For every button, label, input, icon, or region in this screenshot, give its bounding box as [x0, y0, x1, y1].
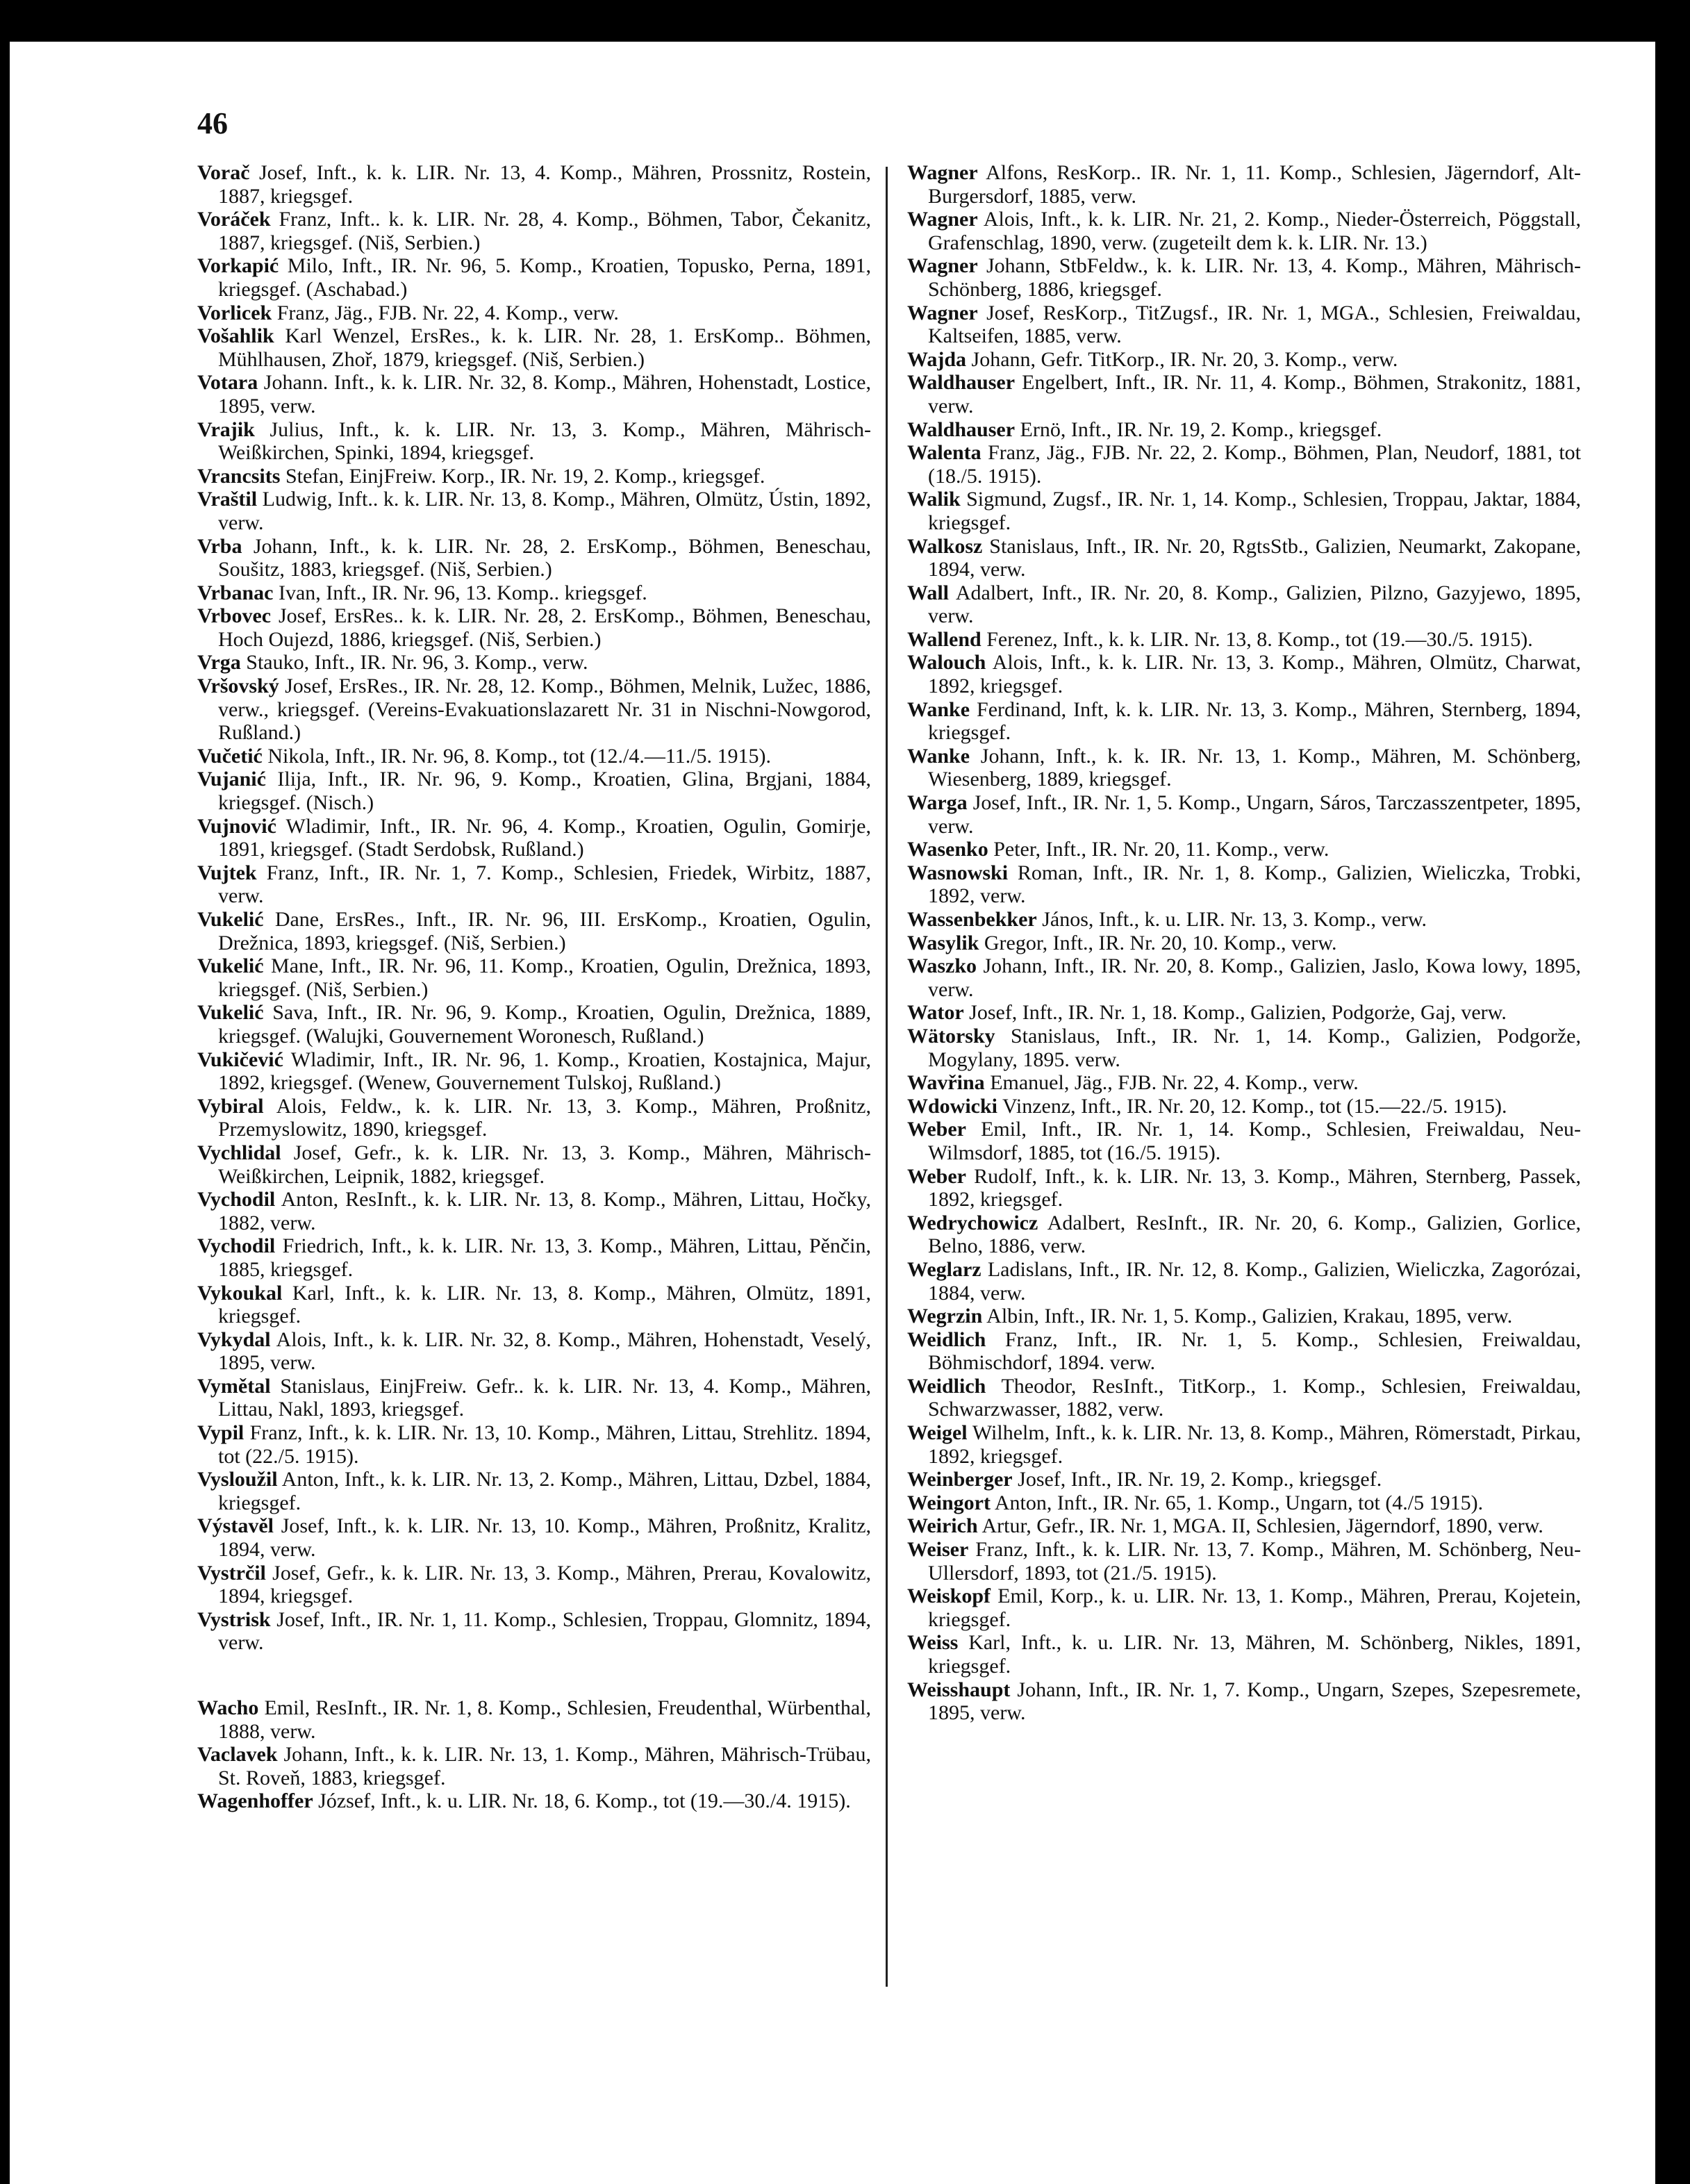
casualty-entry [197, 1375, 871, 1421]
entry-surname: Vrajik [197, 417, 255, 441]
entry-surname: Vybiral [197, 1094, 264, 1118]
entry-surname: Wagner [907, 301, 978, 324]
entry-surname: Wdowicki [907, 1094, 998, 1118]
casualty-entry [197, 768, 871, 814]
entry-details: Alfons, ResKorp.. IR. Nr. 1, 11. Komp., Schlesien, Jägerndorf, Alt-Burgersdorf, 1885, verw. [928, 161, 1581, 208]
entry-details: Artur, Gefr., IR. Nr. 1, MGA. II, Schlesien, Jägerndorf, 1890, verw. [981, 1514, 1543, 1538]
entry-details: Josef, Inft., k. k. LIR. Nr. 13, 4. Komp., Mähren, Prossnitz, Rostein, 1887, kriegsgef. [218, 161, 871, 208]
casualty-entry [197, 1696, 871, 1743]
entry-details: Sava, Inft., IR. Nr. 96, 9. Komp., Kroatien, Ogulin, Drežnica, 1889, kriegsgef. (Walujki, Gouvernement Woronesch, Rußland.) [218, 1001, 872, 1048]
entry-surname: Waldhauser [907, 417, 1016, 441]
casualty-entry [907, 441, 1581, 488]
entry-surname: Vujanić [197, 768, 266, 791]
casualty-entry [197, 861, 871, 908]
casualty-entry [907, 1375, 1581, 1421]
entry-surname: Voráček [197, 208, 271, 231]
casualty-entry [197, 488, 871, 534]
entry-details: Mane, Inft., IR. Nr. 96, 11. Komp., Kroatien, Ogulin, Drežnica, 1893, kriegsgef. (Niš, Serbien.) [218, 954, 872, 1001]
entry-details: Gregor, Inft., IR. Nr. 20, 10. Komp., verw. [984, 931, 1337, 954]
entry-details: Josef, ResKorp., TitZugsf., IR. Nr. 1, MGA., Schlesien, Freiwaldau, Kaltseifen, 1885, verw. [928, 301, 1582, 348]
entry-surname: Weinberger [907, 1468, 1013, 1491]
entry-surname: Wedrychowicz [907, 1211, 1038, 1234]
entry-details: Josef, ErsRes.. k. k. LIR. Nr. 28, 2. ErsKomp., Böhmen, Beneschau, Hoch Oujezd, 1886, kriegsgef. (Niš, Serbien.) [218, 604, 872, 651]
entry-details: Ernö, Inft., IR. Nr. 19, 2. Komp., kriegsgef. [1020, 417, 1382, 441]
entry-details: Johann, Inft., IR. Nr. 1, 7. Komp., Ungarn, Szepes, Szepesremete, 1895, verw. [928, 1678, 1581, 1725]
entry-surname: Weingort [907, 1491, 991, 1514]
entry-surname: Wavřina [907, 1071, 985, 1095]
casualty-entry [197, 1421, 871, 1468]
entry-details: Franz, Inft., k. k. LIR. Nr. 13, 10. Komp., Mähren, Littau, Strehlitz. 1894, tot (22./5. 1915). [218, 1421, 872, 1468]
entry-surname: Weidlich [907, 1327, 986, 1351]
entry-surname: Wajda [907, 347, 967, 371]
entry-details: János, Inft., k. u. LIR. Nr. 13, 3. Komp., verw. [1042, 908, 1427, 931]
entry-details: Josef, Inft., IR. Nr. 1, 18. Komp., Galizien, Podgorże, Gaj, verw. [969, 1001, 1507, 1025]
casualty-entry [197, 1608, 871, 1655]
entry-surname: Vychodil [197, 1188, 276, 1211]
casualty-entry [907, 1001, 1581, 1025]
casualty-entry [197, 604, 871, 651]
entry-surname: Vystrisk [197, 1607, 271, 1631]
entry-surname: Wacho [197, 1696, 259, 1719]
entry-details: Dane, ErsRes., Inft., IR. Nr. 96, III. ErsKomp., Kroatien, Ogulin, Drežnica, 1893, kriegsgef. (Niš, Serbien.) [218, 908, 872, 954]
entry-surname: Wegrzin [907, 1305, 983, 1328]
entry-details: Rudolf, Inft., k. k. LIR. Nr. 13, 3. Komp., Mähren, Sternberg, Passek, 1892, kriegsgef. [928, 1164, 1582, 1211]
casualty-entry [197, 675, 871, 745]
entry-details: Johann, Inft., IR. Nr. 20, 8. Komp., Galizien, Jaslo, Kowa lowy, 1895, verw. [928, 954, 1581, 1001]
casualty-entry [197, 324, 871, 371]
entry-details: Johann, Inft., k. k. LIR. Nr. 13, 1. Komp., Mähren, Mährisch-Trübau, St. Roveň, 1883, kriegsgef. [218, 1743, 871, 1789]
casualty-entry [197, 1468, 871, 1514]
entry-details: Stauko, Inft., IR. Nr. 96, 3. Komp., verw. [246, 651, 588, 675]
casualty-entry [907, 1305, 1581, 1328]
entry-surname: Vypil [197, 1421, 245, 1445]
entry-details: Josef, Inft., IR. Nr. 1, 5. Komp., Ungarn, Sáros, Tarczasszentpeter, 1895, verw. [928, 791, 1582, 838]
entry-details: Josef, Inft., IR. Nr. 19, 2. Komp., kriegsgef. [1018, 1468, 1382, 1491]
casualty-entry [197, 581, 871, 605]
entry-surname: Výstavěl [197, 1514, 274, 1538]
entry-surname: Wassenbekker [907, 908, 1037, 931]
entry-surname: Vujnović [197, 814, 276, 838]
entry-surname: Vychlidal [197, 1141, 281, 1164]
casualty-entry [907, 1585, 1581, 1631]
entry-surname: Weiser [907, 1538, 969, 1562]
entry-surname: Wätorsky [907, 1024, 995, 1048]
casualty-entry [907, 1025, 1581, 1071]
entry-details: Roman, Inft., IR. Nr. 1, 8. Komp., Galizien, Wieliczka, Trobki, 1892, verw. [928, 861, 1581, 908]
entry-details: Anton, ResInft., k. k. LIR. Nr. 13, 8. Komp., Mähren, Littau, Hočky, 1882, verw. [218, 1188, 871, 1234]
entry-details: Franz, Inft., IR. Nr. 1, 5. Komp., Schlesien, Freiwaldau, Böhmischdorf, 1894. verw. [928, 1327, 1581, 1375]
entry-surname: Weisshaupt [907, 1678, 1011, 1701]
casualty-entry [197, 1001, 871, 1048]
casualty-entry [907, 932, 1581, 955]
entry-details: Johann, StbFeldw., k. k. LIR. Nr. 13, 4. Komp., Mähren, Mährisch-Schönberg, 1886, kriegsgef. [928, 254, 1582, 301]
casualty-entry [907, 161, 1581, 208]
entry-surname: Vorkapić [197, 254, 279, 278]
entry-details: Johann. Inft., k. k. LIR. Nr. 32, 8. Komp., Mähren, Hohenstadt, Lostice, 1895, verw. [218, 371, 871, 417]
entry-details: Wladimir, Inft., IR. Nr. 96, 1. Komp., Kroatien, Kostajnica, Majur, 1892, kriegsgef. (Wenew, Gouvernement Tulskoj, Rußland.) [218, 1048, 872, 1095]
casualty-entry [907, 208, 1581, 254]
casualty-entry [197, 465, 871, 488]
entry-surname: Vošahlik [197, 324, 274, 348]
entry-details: Adalbert, Inft., IR. Nr. 20, 8. Komp., Galizien, Pilzno, Gazyjewo, 1895, verw. [928, 581, 1581, 628]
entry-details: Franz, Jäg., FJB. Nr. 22, 4. Komp., verw. [276, 301, 619, 324]
casualty-entry [197, 535, 871, 581]
entry-surname: Wagner [907, 254, 978, 278]
casualty-entry [907, 1118, 1581, 1164]
casualty-entry [907, 791, 1581, 838]
page-number: 46 [197, 106, 228, 140]
casualty-entry [197, 1048, 871, 1095]
entry-details: Alois, Inft., k. k. LIR. Nr. 21, 2. Komp., Nieder-Österreich, Pöggstall, Grafenschlag, 1890, verw. (zugeteilt dem k. k. LIR. Nr. 13.) [928, 208, 1581, 254]
casualty-entry [197, 1562, 871, 1608]
casualty-entry [907, 628, 1581, 652]
entry-surname: Votara [197, 371, 258, 395]
section-gap [197, 1655, 871, 1696]
entry-surname: Weber [907, 1164, 966, 1188]
casualty-entry [907, 1165, 1581, 1211]
casualty-entry [907, 418, 1581, 442]
scan-border-top [0, 0, 1690, 42]
casualty-entry [197, 1789, 871, 1813]
entry-surname: Weber [907, 1118, 966, 1141]
casualty-entry [907, 745, 1581, 791]
entry-surname: Vršovský [197, 675, 279, 698]
column-divider [886, 167, 888, 1987]
casualty-entry [907, 1258, 1581, 1305]
entry-details: Franz, Inft.. k. k. LIR. Nr. 28, 4. Komp., Böhmen, Tabor, Čekanitz, 1887, kriegsgef. (Niš, Serbien.) [218, 208, 871, 254]
entry-surname: Vrba [197, 534, 242, 558]
entry-details: Johann, Inft., k. k. IR. Nr. 13, 1. Komp., Mähren, M. Schönberg, Wiesenberg, 1889, kriegsgef. [928, 744, 1581, 791]
entry-surname: Weiskopf [907, 1585, 991, 1608]
casualty-entry [907, 348, 1581, 372]
entry-details: József, Inft., k. u. LIR. Nr. 18, 6. Komp., tot (19.—30./4. 1915). [318, 1789, 851, 1813]
entry-surname: Weidlich [907, 1374, 986, 1398]
entry-surname: Vychodil [197, 1234, 276, 1258]
entry-details: Julius, Inft., k. k. LIR. Nr. 13, 3. Komp., Mähren, Mährisch-Weißkirchen, Spinki, 1894, kriegsgef. [218, 417, 871, 465]
casualty-entry [907, 1071, 1581, 1095]
entry-surname: Vukelić [197, 954, 264, 978]
casualty-entry [907, 581, 1581, 628]
casualty-entry [197, 908, 871, 954]
entry-details: Alois, Feldw., k. k. LIR. Nr. 13, 3. Komp., Mähren, Proßnitz, Przemyslowitz, 1890, kriegsgef. [218, 1094, 871, 1141]
right-column [907, 161, 1581, 1725]
entry-surname: Weglarz [907, 1257, 981, 1281]
entry-details: Adalbert, ResInft., IR. Nr. 20, 6. Komp., Galizien, Gorlice, Belno, 1886, verw. [928, 1211, 1581, 1258]
entry-details: Ladislans, Inft., IR. Nr. 12, 8. Komp., Galizien, Wieliczka, Zagorózai, 1884, verw. [928, 1257, 1582, 1305]
casualty-entry [907, 1211, 1581, 1258]
entry-details: Nikola, Inft., IR. Nr. 96, 8. Komp., tot (12./4.—11./5. 1915). [267, 744, 772, 768]
entry-surname: Walkosz [907, 534, 983, 558]
entry-surname: Walik [907, 488, 961, 511]
casualty-entry [907, 371, 1581, 417]
entry-details: Josef, ErsRes., IR. Nr. 28, 12. Komp., Böhmen, Melnik, Lužec, 1886, verw., kriegsgef. (Vereins-Evakuationslazarett Nr. 31 in Nischni-Nowgorod, Rußland.) [218, 675, 872, 745]
entry-surname: Weiss [907, 1631, 959, 1655]
casualty-entry [197, 418, 871, 465]
casualty-entry [907, 651, 1581, 697]
entry-surname: Vrga [197, 651, 241, 675]
entry-details: Anton, Inft., IR. Nr. 65, 1. Komp., Ungarn, tot (4./5 1915). [994, 1491, 1484, 1514]
casualty-entry [197, 208, 871, 254]
entry-details: Emil, Inft., IR. Nr. 1, 14. Komp., Schlesien, Freiwaldau, Neu-Wilmsdorf, 1885, tot (16./5. 1915). [928, 1118, 1581, 1164]
entry-details: Sigmund, Zugsf., IR. Nr. 1, 14. Komp., Schlesien, Troppau, Jaktar, 1884, kriegsgef. [928, 488, 1581, 534]
entry-surname: Vučetić [197, 744, 263, 768]
entry-details: Wilhelm, Inft., k. k. LIR. Nr. 13, 8. Komp., Mähren, Römerstadt, Pirkau, 1892, kriegsgef. [928, 1421, 1582, 1468]
casualty-entry [907, 838, 1581, 861]
entry-details: Josef, Gefr., k. k. LIR. Nr. 13, 3. Komp., Mähren, Mährisch-Weißkirchen, Leipnik, 1882, kriegsgef. [218, 1141, 871, 1188]
entry-surname: Vrbanac [197, 581, 274, 604]
entry-surname: Wanke [907, 697, 970, 721]
entry-surname: Wator [907, 1001, 964, 1025]
entry-details: Wladimir, Inft., IR. Nr. 96, 4. Komp., Kroatien, Ogulin, Gomirje, 1891, kriegsgef. (Stadt Serdobsk, Rußland.) [218, 814, 871, 861]
entry-details: Emanuel, Jäg., FJB. Nr. 22, 4. Komp., verw. [990, 1071, 1359, 1095]
casualty-entry [197, 1234, 871, 1281]
entry-surname: Wall [907, 581, 950, 604]
entry-surname: Vystrčil [197, 1561, 266, 1585]
casualty-entry [197, 254, 871, 301]
casualty-entry [907, 535, 1581, 581]
entry-details: Friedrich, Inft., k. k. LIR. Nr. 13, 3. Komp., Mähren, Littau, Pěnčin, 1885, kriegsgef. [218, 1234, 872, 1281]
entry-surname: Wanke [907, 744, 970, 768]
entry-details: Franz, Jäg., FJB. Nr. 22, 2. Komp., Böhmen, Plan, Neudorf, 1881, tot (18./5. 1915). [928, 441, 1582, 488]
entry-details: Stanislaus, EinjFreiw. Gefr.. k. k. LIR. Nr. 13, 4. Komp., Mähren, Littau, Nakl, 1893, kriegsgef. [218, 1374, 872, 1421]
entry-details: Ivan, Inft., IR. Nr. 96, 13. Komp.. kriegsgef. [278, 581, 647, 604]
casualty-entry [197, 1095, 871, 1141]
entry-surname: Walouch [907, 651, 986, 675]
casualty-entry [197, 1514, 871, 1561]
scan-border-left [0, 0, 10, 2184]
entry-surname: Wasylik [907, 931, 979, 954]
casualty-entry [197, 954, 871, 1001]
casualty-entry [197, 745, 871, 768]
entry-details: Stanislaus, Inft., IR. Nr. 1, 14. Komp., Galizien, Podgorže, Mogylany, 1895. verw. [928, 1024, 1581, 1071]
entry-surname: Wasenko [907, 838, 988, 861]
entry-surname: Weigel [907, 1421, 968, 1445]
casualty-entry [907, 1514, 1581, 1538]
entry-details: Ilija, Inft., IR. Nr. 96, 9. Komp., Kroatien, Glina, Brgjani, 1884, kriegsgef. (Nisch.) [218, 768, 871, 815]
casualty-entry [907, 954, 1581, 1001]
casualty-entry [907, 1468, 1581, 1491]
casualty-entry [907, 698, 1581, 745]
entry-details: Franz, Inft., k. k. LIR. Nr. 13, 7. Komp., Mähren, M. Schönberg, Neu-Ullersdorf, 1893, tot (21./5. 1915). [928, 1538, 1582, 1585]
entry-surname: Waszko [907, 954, 977, 978]
entry-details: Alois, Inft., k. k. LIR. Nr. 13, 3. Komp., Mähren, Olmütz, Charwat, 1892, kriegsgef. [928, 651, 1581, 698]
entry-surname: Vrancsits [197, 464, 281, 488]
entry-details: Ferdinand, Inft, k. k. LIR. Nr. 13, 3. Komp., Mähren, Sternberg, 1894, kriegsgef. [928, 697, 1581, 745]
entry-details: Josef, Inft., IR. Nr. 1, 11. Komp., Schlesien, Troppau, Glomnitz, 1894, verw. [218, 1607, 872, 1655]
entry-surname: Walenta [907, 441, 981, 465]
entry-surname: Vymětal [197, 1374, 271, 1398]
entry-details: Karl, Inft., k. u. LIR. Nr. 13, Mähren, M. Schönberg, Nikles, 1891, kriegsgef. [928, 1631, 1581, 1678]
entry-surname: Vykydal [197, 1327, 271, 1351]
entry-details: Stefan, EinjFreiw. Korp., IR. Nr. 19, 2. Komp., kriegsgef. [285, 464, 765, 488]
casualty-entry [907, 1328, 1581, 1375]
entry-surname: Vykoukal [197, 1281, 283, 1305]
casualty-entry [907, 861, 1581, 908]
entry-details: Vinzenz, Inft., IR. Nr. 20, 12. Komp., tot (15.—22./5. 1915). [1002, 1094, 1507, 1118]
entry-surname: Vorlicek [197, 301, 272, 324]
entry-surname: Wagner [907, 208, 978, 231]
casualty-entry [907, 488, 1581, 534]
entry-surname: Waldhauser [907, 371, 1016, 395]
entry-details: Engelbert, Inft., IR. Nr. 11, 4. Komp., Böhmen, Strakonitz, 1881, verw. [928, 371, 1582, 417]
entry-surname: Vukičević [197, 1048, 283, 1071]
casualty-entry [907, 1538, 1581, 1585]
entry-details: Ludwig, Inft.. k. k. LIR. Nr. 13, 8. Komp., Mähren, Olmütz, Ústin, 1892, verw. [218, 488, 872, 534]
casualty-entry [907, 1491, 1581, 1515]
entry-details: Emil, ResInft., IR. Nr. 1, 8. Komp., Schlesien, Freudenthal, Würbenthal, 1888, verw. [218, 1696, 872, 1743]
entry-surname: Warga [907, 791, 968, 815]
entry-details: Josef, Inft., k. k. LIR. Nr. 13, 10. Komp., Mähren, Proßnitz, Kralitz, 1894, verw. [218, 1514, 872, 1562]
entry-surname: Weirich [907, 1514, 978, 1538]
entry-details: Milo, Inft., IR. Nr. 96, 5. Komp., Kroatien, Topusko, Perna, 1891, kriegsgef. (Aschabad.) [218, 254, 871, 301]
entry-surname: Wallend [907, 627, 981, 651]
entry-details: Josef, Gefr., k. k. LIR. Nr. 13, 3. Komp., Mähren, Prerau, Kovalowitz, 1894, kriegsgef. [218, 1561, 872, 1608]
entry-surname: Vukelić [197, 1001, 264, 1025]
entry-details: Alois, Inft., k. k. LIR. Nr. 32, 8. Komp., Mähren, Hohenstadt, Veselý, 1895, verw. [218, 1327, 871, 1375]
entry-details: Peter, Inft., IR. Nr. 20, 11. Komp., verw. [993, 838, 1329, 861]
casualty-entry [197, 301, 871, 325]
entry-surname: Vorač [197, 161, 250, 184]
entry-surname: Vukelić [197, 908, 264, 931]
casualty-entry [197, 815, 871, 861]
entry-details: Johann, Gefr. TitKorp., IR. Nr. 20, 3. Komp., verw. [971, 347, 1398, 371]
entry-details: Karl, Inft., k. k. LIR. Nr. 13, 8. Komp., Mähren, Olmütz, 1891, kriegsgef. [218, 1281, 872, 1328]
entry-details: Johann, Inft., k. k. LIR. Nr. 28, 2. ErsKomp., Böhmen, Beneschau, Soušitz, 1883, kriegsgef. (Niš, Serbien.) [218, 534, 872, 581]
casualty-entry [197, 371, 871, 417]
casualty-entry [197, 1328, 871, 1375]
entry-details: Stanislaus, Inft., IR. Nr. 20, RgtsStb., Galizien, Neumarkt, Zakopane, 1894, verw. [928, 534, 1581, 581]
casualty-entry [197, 1188, 871, 1234]
casualty-entry [197, 1743, 871, 1789]
entry-details: Theodor, ResInft., TitKorp., 1. Komp., Schlesien, Freiwaldau, Schwarzwasser, 1882, verw. [928, 1374, 1581, 1421]
casualty-entry [197, 1141, 871, 1188]
scan-border-right [1655, 0, 1690, 2184]
entry-details: Albin, Inft., IR. Nr. 1, 5. Komp., Galizien, Krakau, 1895, verw. [986, 1305, 1513, 1328]
entry-surname: Vaclavek [197, 1743, 278, 1767]
casualty-entry [907, 254, 1581, 301]
casualty-entry [197, 1282, 871, 1328]
entry-surname: Wagenhoffer [197, 1789, 313, 1813]
entry-details: Franz, Inft., IR. Nr. 1, 7. Komp., Schlesien, Friedek, Wirbitz, 1887, verw. [218, 861, 871, 908]
casualty-entry [907, 301, 1581, 348]
entry-surname: Vrbovec [197, 604, 272, 628]
casualty-entry [907, 1421, 1581, 1468]
entry-surname: Wagner [907, 161, 978, 184]
entry-surname: Vraštil [197, 488, 258, 511]
entry-details: Karl Wenzel, ErsRes., k. k. LIR. Nr. 28, 1. ErsKomp.. Böhmen, Mühlhausen, Zhoř, 1879, kriegsgef. (Niš, Serbien.) [218, 324, 871, 371]
casualty-entry [907, 1095, 1581, 1118]
entry-details: Anton, Inft., k. k. LIR. Nr. 13, 2. Komp., Mähren, Littau, Dzbel, 1884, kriegsgef. [218, 1468, 871, 1514]
left-column [197, 161, 871, 1813]
casualty-entry [197, 161, 871, 208]
entry-details: Emil, Korp., k. u. LIR. Nr. 13, 1. Komp., Mähren, Prerau, Kojetein, kriegsgef. [928, 1585, 1582, 1631]
entry-surname: Vysloužil [197, 1468, 278, 1491]
entry-surname: Wasnowski [907, 861, 1009, 884]
entry-surname: Vujtek [197, 861, 257, 884]
casualty-entry [907, 908, 1581, 932]
casualty-entry [197, 651, 871, 675]
entry-details: Ferenez, Inft., k. k. LIR. Nr. 13, 8. Komp., tot (19.—30./5. 1915). [986, 627, 1533, 651]
casualty-entry [907, 1631, 1581, 1678]
casualty-entry [907, 1678, 1581, 1725]
